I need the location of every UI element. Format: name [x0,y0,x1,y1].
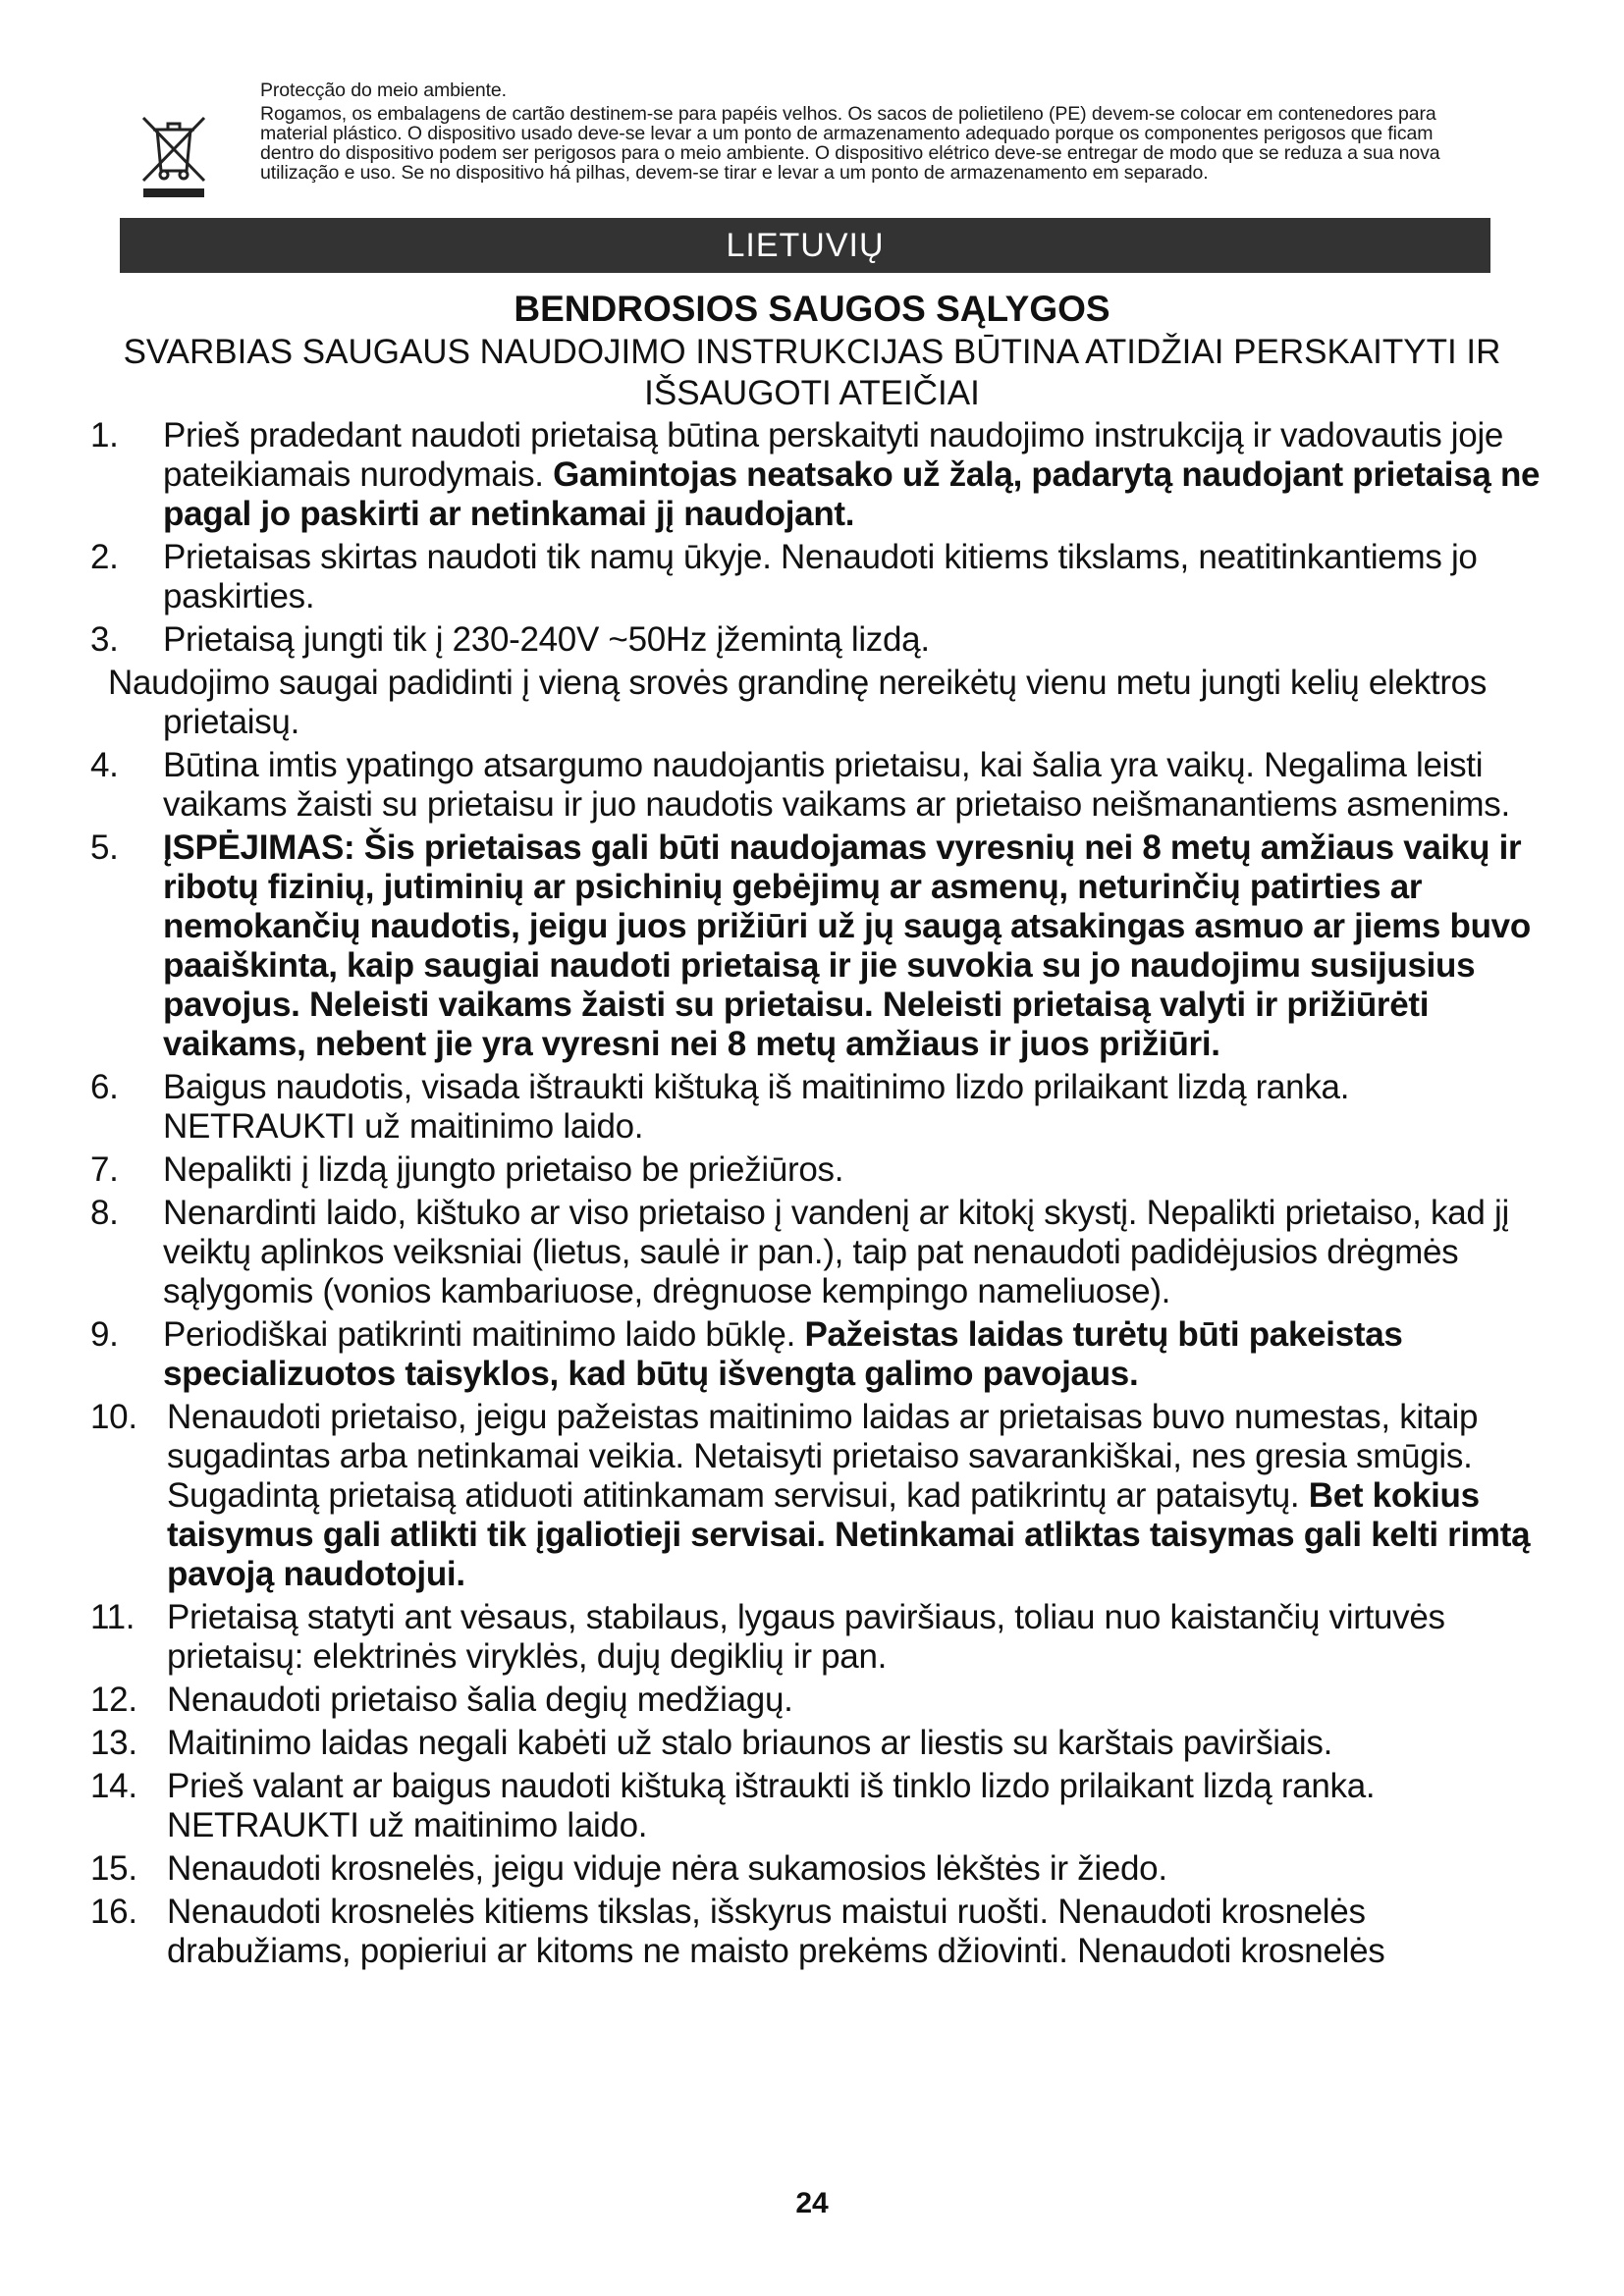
list-item-number: 3. [90,620,119,659]
environment-title: Protecção do meio ambiente. [260,80,507,101]
section-title: BENDROSIOS SAUGOS SĄLYGOS [514,289,1110,329]
list-item-number: 10. [90,1398,137,1436]
list-item-text: Nenaudoti prietaiso šalia degių medžiagų. [167,1681,793,1719]
list-item-number: 11. [90,1598,135,1636]
list-item-number: 2. [90,538,119,576]
list-item [90,1150,1543,1190]
list-item [90,1194,1543,1311]
list-item-number: 6. [90,1068,119,1106]
list-item-number: 12. [90,1681,137,1719]
list-item [90,1767,1543,1845]
environment-text-block [260,80,1488,183]
list-item-number: 13. [90,1724,137,1762]
list-item [90,1598,1543,1677]
list-item [90,746,1543,825]
list-item-number: 8. [90,1194,119,1232]
list-item-text: Periodiškai patikrinti maitinimo laido būklę. [163,1315,805,1354]
list-item-number: 14. [90,1767,137,1805]
list-item [90,1893,1543,1971]
list-item [90,1724,1543,1763]
list-item-bold-text: ĮSPĖJIMAS: Šis prietaisas gali būti naudojamas vyresnių nei 8 metų amžiaus vaikų ir ribotų fizinių, jutiminių ar psichinių gebėjimų ar asmenų, neturinčių patirties ar nemokančių naudotis, jeigu juos prižiūri už jų saugą atsakingas asmuo ar jiems buvo paaiškinta, kaip saugiai naudoti prietaisą ir jie suvokia su jo naudojimu susijusius pavojus. Neleisti vaikams žaisti su prietaisu. Neleisti prietaisą valyti ir prižiūrėti vaikams, nebent jie yra vyresni nei 8 metų amžiaus ir juos prižiūri. [163,828,1531,1063]
list-item [90,416,1543,534]
list-item-text: Nenaudoti krosnelės kitiems tikslas, išskyrus maistui ruošti. Nenaudoti krosnelės drabužiams, popieriui ar kitoms ne maisto prekėms džiovinti. Nenaudoti krosnelės [167,1893,1385,1970]
list-item-text: Būtina imtis ypatingo atsargumo naudojantis prietaisu, kai šalia yra vaikų. Negalima leisti vaikams žaisti su prietaisu ir juo naudotis vaikams ar prietaiso neišmanantiems asmenims. [163,746,1510,824]
list-item-bold-text: Gamintojas neatsako už žalą, padarytą naudojant prietaisą ne pagal jo paskirti ar netinkamai jį naudojant. [163,455,1541,533]
list-item [90,1068,1543,1147]
list-item-text: Naudojimo saugai padidinti į vieną srovės grandinę nereikėtų vienu metu jungti kelių elektros prietaisų. [108,664,1488,741]
list-item-text: Maitinimo laidas negali kabėti už stalo briaunos ar liestis su karštais paviršiais. [167,1724,1333,1762]
list-item-text: Prietaisą jungti tik į 230-240V ~50Hz įžemintą lizdą. [163,620,930,659]
list-item-number: 5. [90,828,119,867]
crossed-out-wheelie-bin-icon [139,114,208,198]
list-item-number: 15. [90,1849,137,1888]
safety-rules-list [90,416,1543,1975]
environment-notice [118,80,1492,218]
list-item-number: 16. [90,1893,137,1931]
list-item-text: Baigus naudotis, visada ištraukti kištuką iš maitinimo lizdo prilaikant lizdą ranka. NETRAUKTI už maitinimo laido. [163,1068,1350,1146]
environment-body: Rogamos, os embalagens de cartão destinem-se para papéis velhos. Os sacos de polietileno (PE) devem-se colocar em contenedores para material plástico. O dispositivo usado deve-se levar a um ponto de armazenamento adequado porque os componentes perigosos que ficam dentro do dispositivo podem ser perigosos para o meio ambiente. O dispositivo elétrico deve-se entregar de modo que se reduza a sua nova utilização e uso. Se no dispositivo há pilhas, devem-se tirar e levar a um ponto de armazenamento em separado. [260,103,1440,184]
list-item-bold-text: Pažeistas laidas turėtų būti pakeistas specializuotos taisyklos, kad būtų išvengta galimo pavojaus. [163,1315,1403,1393]
list-item-number: 4. [90,746,119,784]
list-item-bold-text: Bet kokius taisymus gali atlikti tik įgaliotieji servisai. Netinkamai atliktas taisymas gali kelti rimtą pavoją naudotojui. [167,1476,1531,1593]
list-item-text: Nepalikti į lizdą įjungto prietaiso be priežiūros. [163,1150,844,1189]
list-item-text: Prieš valant ar baigus naudoti kištuką ištraukti iš tinklo lizdo prilaikant lizdą ranka. NETRAUKTI už maitinimo laido. [167,1767,1376,1844]
list-item [90,538,1543,616]
language-bar: LIETUVIŲ [120,218,1490,273]
list-item-text: Prieš pradedant naudoti prietaisą būtina perskaityti naudojimo instrukciją ir vadovautis joje pateikiamais nurodymais. [163,416,1504,494]
list-item [90,1849,1543,1889]
section-subtitle: SVARBIAS SAUGAUS NAUDOJIMO INSTRUKCIJAS BŪTINA ATIDŽIAI PERSKAITYTI IR IŠSAUGOTI ATEIČIAI [123,333,1501,412]
list-item-text: Nenaudoti prietaiso, jeigu pažeistas maitinimo laidas ar prietaisas buvo numestas, kitaip sugadintas arba netinkamai veikia. Netaisyti prietaiso savarankiškai, nes gresia smūgis. Sugadintą prietaisą atiduoti atitinkamam servisui, kad patikrintų ar pataisytų. [167,1398,1479,1515]
list-item [90,1681,1543,1720]
list-item-text: Prietaisas skirtas naudoti tik namų ūkyje. Nenaudoti kitiems tikslams, neatitinkantiems jo paskirties. [163,538,1478,615]
list-item [90,620,1543,660]
list-item [90,828,1543,1064]
list-item-text: Nenardinti laido, kištuko ar viso prietaiso į vandenį ar kitokį skystį. Nepalikti prietaiso, kad jį veiktų aplinkos veiksniai (lietus, saulė ir pan.), taip pat nenaudoti padidėjusios drėgmės sąlygomis (vonios kambariuose, drėgnuose kempingo nameliuose). [163,1194,1509,1310]
list-item [90,1398,1543,1594]
list-item-number: 1. [90,416,119,454]
list-item-text: Nenaudoti krosnelės, jeigu viduje nėra sukamosios lėkštės ir žiedo. [167,1849,1167,1888]
page-number: 24 [795,2187,829,2219]
list-item-text: Prietaisą statyti ant vėsaus, stabilaus, lygaus paviršiaus, toliau nuo kaistančių virtuvės prietaisų: elektrinės viryklės, dujų degiklių ir pan. [167,1598,1445,1676]
list-item-number: 7. [90,1150,119,1189]
list-item [90,664,1543,742]
list-item [90,1315,1543,1394]
list-item-number: 9. [90,1315,119,1354]
